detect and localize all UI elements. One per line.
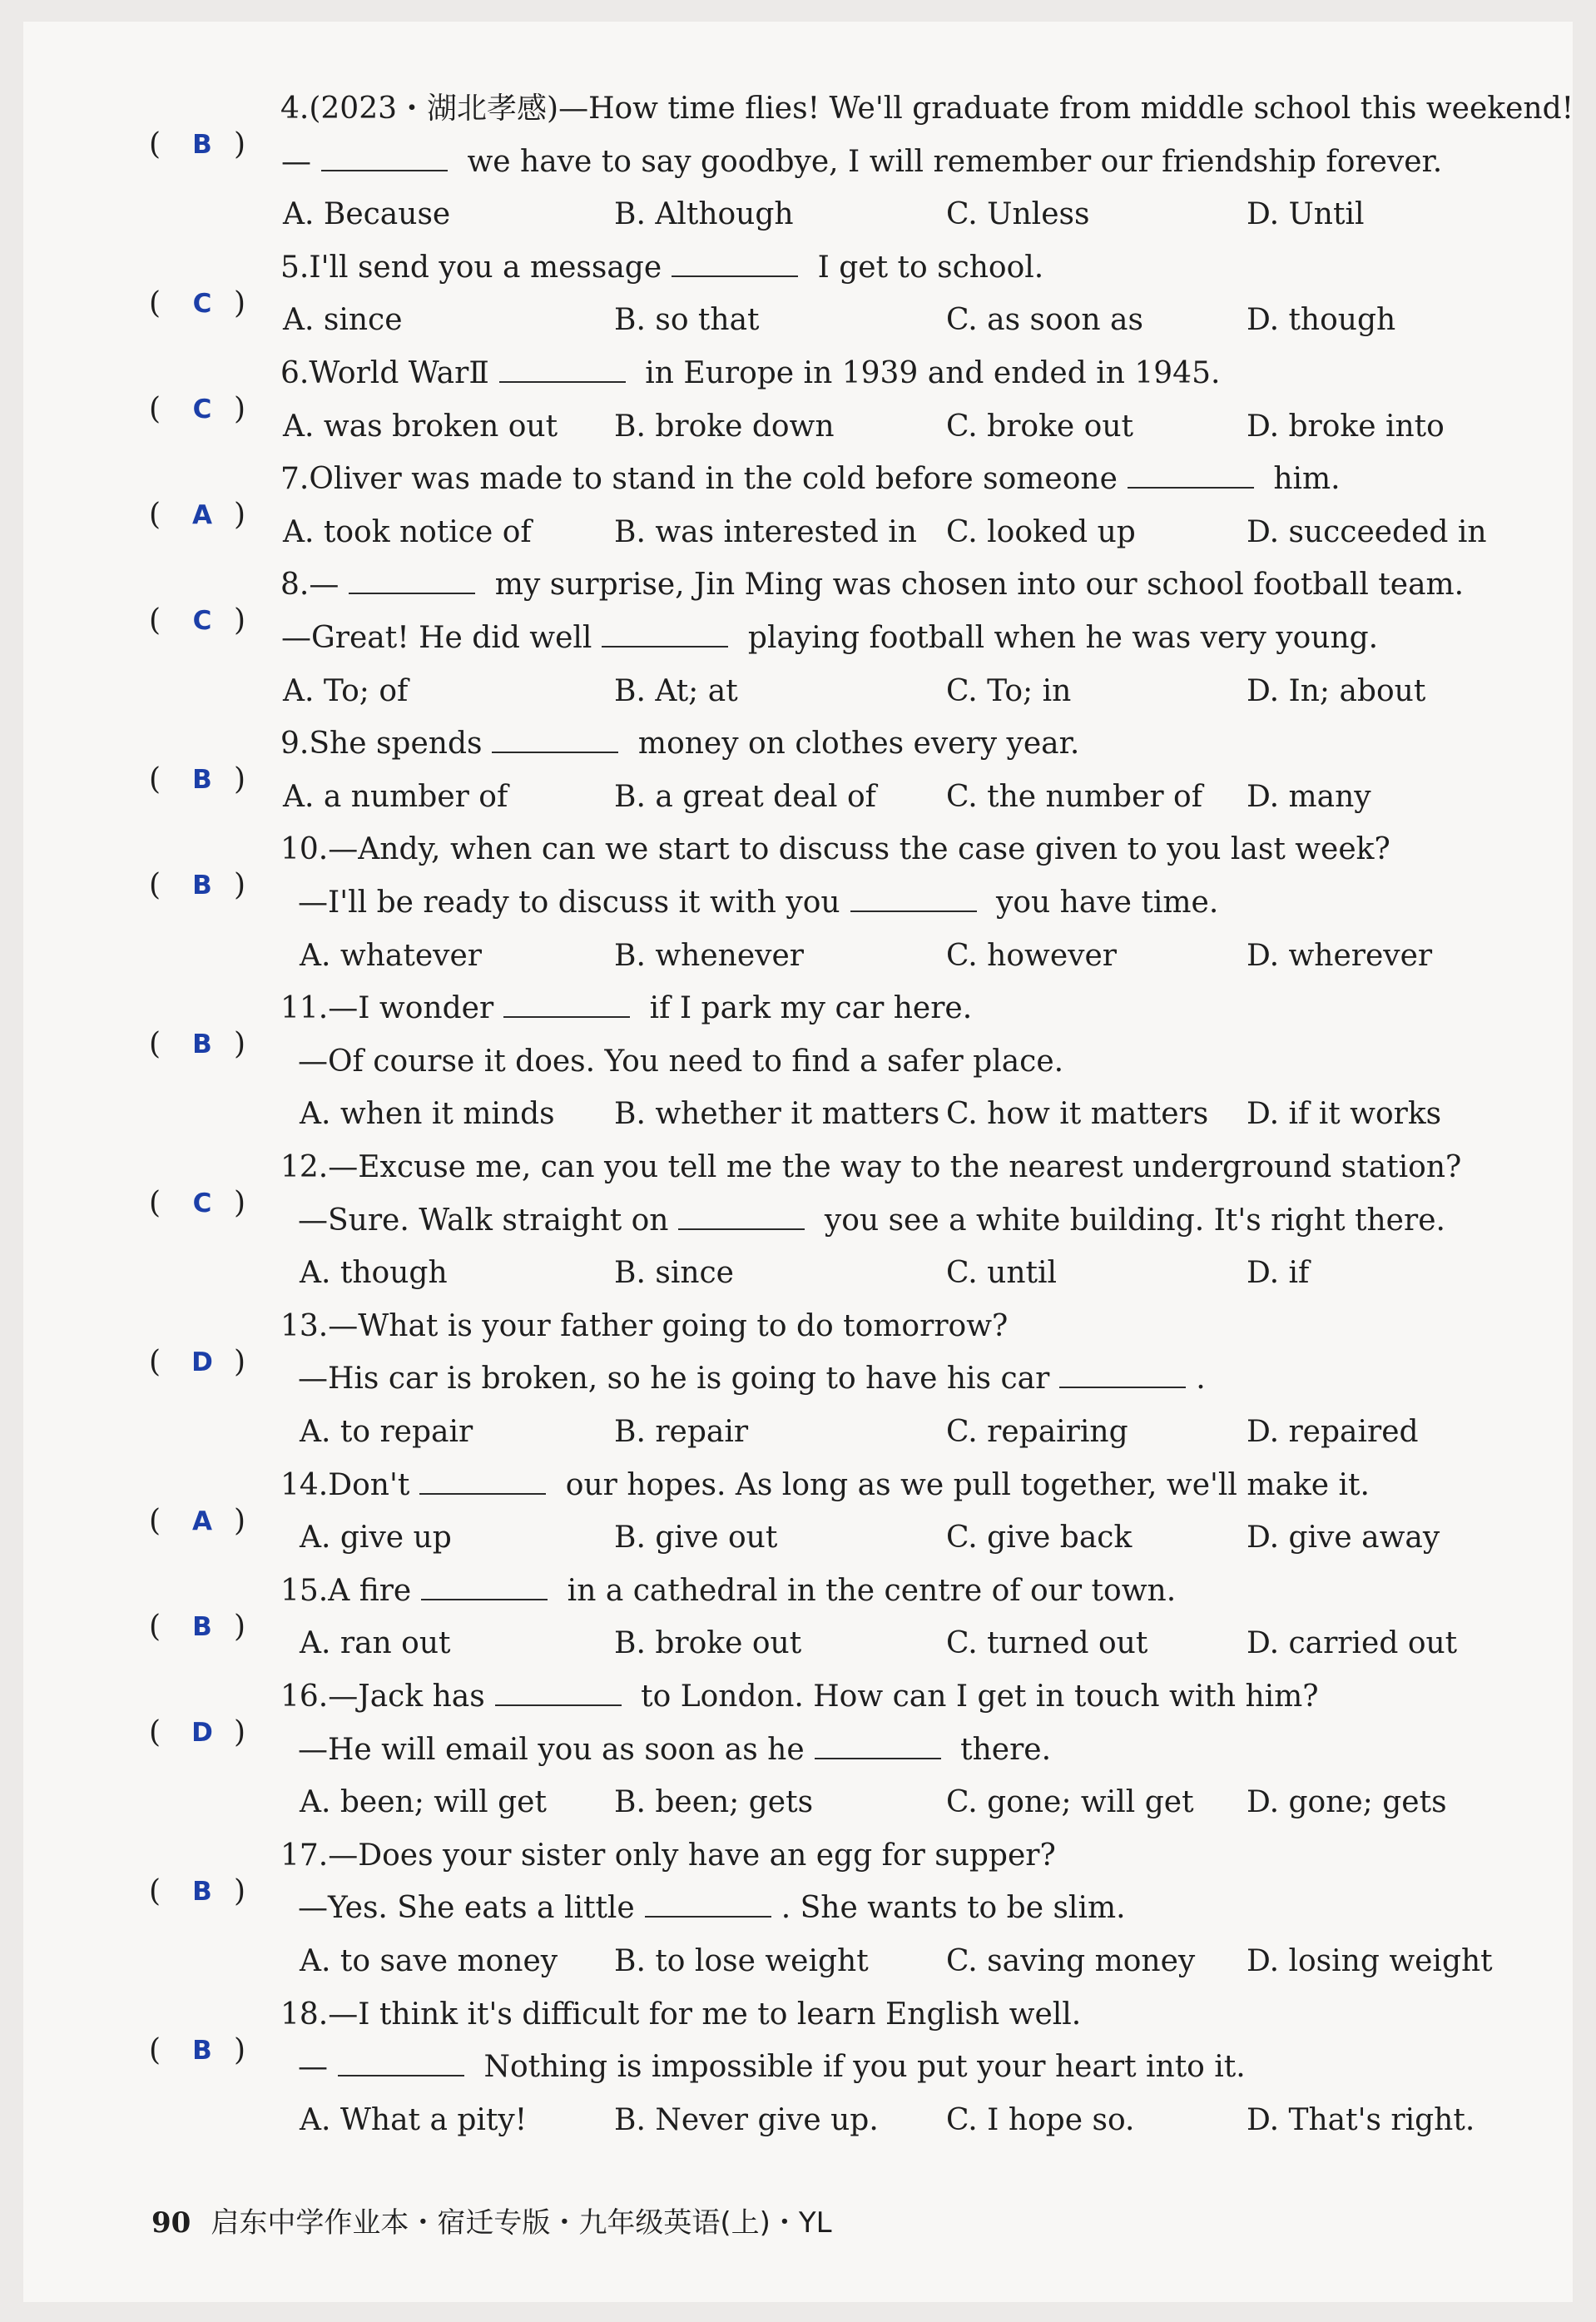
question-text: —He will email you as soon as he xyxy=(298,1732,805,1767)
dialogue-line xyxy=(298,2041,1246,2094)
question-9: ( B ) 9.She spends money on clothes every year. xyxy=(146,717,1079,771)
question-text: —Sure. Walk straight on xyxy=(298,1203,669,1238)
answer-blank xyxy=(602,621,728,647)
question-7: ( A ) 7.Oliver was made to stand in the cold before someone him. xyxy=(146,453,1341,506)
option-a: A. give up xyxy=(300,1521,452,1555)
question-number: 18. xyxy=(280,1997,329,2032)
question-10: ( B ) 10.—Andy, when can we start to discuss the case given to you last week? xyxy=(146,823,1390,876)
question-text-after-blank: in a cathedral in the centre of our town. xyxy=(558,1573,1177,1608)
option-a: A. though xyxy=(300,1256,448,1291)
question-text-after-blank: playing football when he was very young. xyxy=(738,621,1379,655)
question-number: 13. xyxy=(280,1308,329,1343)
option-d: D. though xyxy=(1247,303,1396,338)
option-c: C. turned out xyxy=(946,1626,1148,1661)
option-c: C. looked up xyxy=(946,514,1136,549)
answer-letter: B xyxy=(192,765,212,796)
question-text: She spends xyxy=(309,727,483,762)
answer-letter: A xyxy=(192,500,212,531)
answer-letter: B xyxy=(192,1030,212,1060)
answer-letter: C xyxy=(192,394,212,424)
answer-blank xyxy=(421,1574,548,1600)
answer-letter: C xyxy=(192,606,212,637)
question-text-after-blank: I get to school. xyxy=(808,250,1044,285)
dialogue-line xyxy=(281,612,1378,665)
option-a: A. To; of xyxy=(283,673,409,708)
book-title: 启东中学作业本・宿迁专版・九年级英语(上)・YL xyxy=(211,2206,832,2240)
option-b: B. give out xyxy=(614,1521,778,1555)
answer-blank xyxy=(815,1733,941,1759)
option-d: D. Until xyxy=(1247,197,1365,232)
question-number: 5. xyxy=(280,250,310,285)
option-c: C. I hope so. xyxy=(946,2102,1135,2137)
option-a: A. took notice of xyxy=(283,514,532,549)
option-b: B. Although xyxy=(614,197,794,232)
question-number: 8. xyxy=(280,568,310,603)
option-c: C. how it matters xyxy=(946,1097,1209,1132)
question-text: —Of course it does. You need to find a safer place. xyxy=(298,1044,1064,1079)
question-17: ( B ) 17.—Does your sister only have an egg for supper? xyxy=(146,1829,1056,1883)
question-text: Don't xyxy=(328,1467,410,1502)
option-b: B. Never give up. xyxy=(614,2102,879,2137)
answer-blank xyxy=(678,1203,805,1230)
option-a: A. since xyxy=(283,303,403,338)
option-c: C. as soon as xyxy=(946,303,1143,338)
question-text-after-blank: our hopes. As long as we pull together, we'll make it. xyxy=(556,1467,1370,1502)
question-text: A fire xyxy=(328,1573,412,1608)
option-a: A. whatever xyxy=(300,938,482,973)
answer-letter: B xyxy=(192,1876,212,1907)
option-a: A. ran out xyxy=(300,1626,451,1661)
option-c: C. however xyxy=(946,938,1117,973)
answer-letter: D xyxy=(191,1718,213,1748)
question-text-after-blank: you see a white building. It's right there. xyxy=(815,1203,1445,1238)
question-text: —His car is broken, so he is going to have his car xyxy=(298,1362,1050,1397)
option-d: D. many xyxy=(1247,779,1371,814)
question-12: ( C ) 12.—Excuse me, can you tell me the way to the nearest underground station? xyxy=(146,1141,1461,1194)
option-d: D. That's right. xyxy=(1247,2102,1475,2137)
question-text: —I think it's difficult for me to learn English well. xyxy=(328,1997,1082,2032)
option-d: D. gone; gets xyxy=(1247,1785,1447,1820)
answer-blank xyxy=(495,1679,622,1706)
question-text-after-blank: him. xyxy=(1263,462,1341,497)
dialogue-line xyxy=(298,876,1218,930)
dialogue-line xyxy=(298,1724,1051,1777)
answer-blank xyxy=(1128,462,1254,489)
option-b: B. At; at xyxy=(614,673,738,708)
question-18: ( B ) 18.—I think it's difficult for me to learn English well. xyxy=(146,1988,1081,2042)
question-text: — xyxy=(309,568,340,603)
question-text: —What is your father going to do tomorrow? xyxy=(328,1308,1009,1343)
question-text-after-blank: there. xyxy=(950,1732,1052,1767)
question-8: ( C ) 8.— my surprise, Jin Ming was chosen into our school football team. xyxy=(146,558,1464,612)
answer-blank xyxy=(503,991,630,1018)
question-number: 14. xyxy=(280,1467,329,1502)
option-a: A. to repair xyxy=(300,1415,473,1449)
option-b: B. broke out xyxy=(614,1626,802,1661)
answer-blank xyxy=(419,1468,546,1495)
question-16: ( D ) 16.—Jack has to London. How can I get in touch with him? xyxy=(146,1670,1319,1724)
question-text: — xyxy=(298,2050,328,2085)
dialogue-line xyxy=(298,1352,1206,1406)
page-number: 90 xyxy=(151,2206,191,2240)
option-a: A. was broken out xyxy=(283,409,558,444)
question-number: 12. xyxy=(280,1150,329,1184)
option-c: C. until xyxy=(946,1256,1058,1291)
answer-letter: B xyxy=(192,130,212,160)
question-5: ( C ) 5.I'll send you a message I get to school. xyxy=(146,241,1043,295)
option-c: C. broke out xyxy=(946,409,1133,444)
question-text: —Great! He did well xyxy=(281,621,592,655)
option-b: B. been; gets xyxy=(614,1785,814,1820)
question-text: —Excuse me, can you tell me the way to the nearest underground station? xyxy=(328,1150,1462,1184)
option-c: C. Unless xyxy=(946,197,1090,232)
option-a: A. Because xyxy=(283,197,451,232)
question-text-after-blank: . xyxy=(1196,1362,1206,1397)
answer-blank xyxy=(499,356,626,383)
question-number: 15. xyxy=(280,1573,329,1608)
option-d: D. repaired xyxy=(1247,1415,1419,1449)
answer-blank xyxy=(492,727,618,753)
answer-blank xyxy=(1059,1362,1186,1388)
question-text: (2023・湖北孝感)—How time flies! We'll graduate from middle school this weekend! xyxy=(309,92,1574,126)
option-b: B. a great deal of xyxy=(614,779,876,814)
option-d: D. broke into xyxy=(1247,409,1445,444)
question-text: Oliver was made to stand in the cold before someone xyxy=(309,462,1118,497)
question-number: 10. xyxy=(280,832,329,867)
option-a: A. a number of xyxy=(283,779,508,814)
option-b: B. whenever xyxy=(614,938,804,973)
dialogue-line xyxy=(298,1035,1063,1089)
question-number: 9. xyxy=(280,727,310,762)
answer-letter: A xyxy=(192,1506,212,1536)
question-number: 7. xyxy=(280,462,310,497)
option-c: C. saving money xyxy=(946,1944,1196,1978)
option-b: B. was interested in xyxy=(614,514,917,549)
answer-blank xyxy=(321,145,448,171)
answer-blank xyxy=(850,886,977,912)
question-text: —Does your sister only have an egg for supper? xyxy=(328,1838,1056,1873)
question-text-after-blank: . She wants to be slim. xyxy=(781,1891,1126,1926)
answer-letter: C xyxy=(192,288,212,319)
answer-letter: D xyxy=(191,1347,213,1377)
option-c: C. give back xyxy=(946,1521,1133,1555)
option-d: D. give away xyxy=(1247,1521,1440,1555)
option-c: C. To; in xyxy=(946,673,1072,708)
option-a: A. been; will get xyxy=(300,1785,547,1820)
page-footer xyxy=(151,2198,832,2248)
option-a: A. to save money xyxy=(300,1944,558,1978)
option-a: A. What a pity! xyxy=(300,2102,528,2137)
question-text: I'll send you a message xyxy=(309,250,662,285)
answer-letter: C xyxy=(192,1188,212,1218)
question-13: ( D ) 13.—What is your father going to do tomorrow? xyxy=(146,1300,1008,1353)
dialogue-line xyxy=(281,136,1442,189)
question-text-after-blank: in Europe in 1939 and ended in 1945. xyxy=(635,356,1221,390)
answer-letter: B xyxy=(192,1611,212,1642)
question-text: —Andy, when can we start to discuss the case given to you last week? xyxy=(328,832,1390,867)
question-11: ( B ) 11.—I wonder if I park my car here. xyxy=(146,982,972,1035)
answer-letter: B xyxy=(192,2035,212,2066)
question-text: —I wonder xyxy=(328,991,494,1026)
question-number: 4. xyxy=(280,92,310,126)
question-number: 17. xyxy=(280,1838,329,1873)
question-text-after-blank: if I park my car here. xyxy=(640,991,973,1026)
answer-blank xyxy=(672,251,798,277)
option-b: B. whether it matters xyxy=(614,1097,940,1132)
option-b: B. so that xyxy=(614,303,760,338)
question-text: —Yes. She eats a little xyxy=(298,1891,635,1926)
option-c: C. the number of xyxy=(946,779,1203,814)
option-b: B. since xyxy=(614,1256,734,1291)
option-d: D. if it works xyxy=(1247,1097,1442,1132)
question-text-after-blank: we have to say goodbye, I will remember our friendship forever. xyxy=(458,144,1443,179)
answer-blank xyxy=(338,2050,464,2076)
question-text: —I'll be ready to discuss it with you xyxy=(298,886,840,920)
question-text: World WarⅡ xyxy=(309,356,489,390)
question-number: 6. xyxy=(280,356,310,390)
question-text-after-blank: to London. How can I get in touch with him? xyxy=(631,1679,1319,1714)
answer-blank xyxy=(645,1891,771,1918)
option-c: C. gone; will get xyxy=(946,1785,1194,1820)
question-text-after-blank: Nothing is impossible if you put your heart into it. xyxy=(474,2050,1246,2085)
option-d: D. succeeded in xyxy=(1247,514,1487,549)
option-d: D. losing weight xyxy=(1247,1944,1493,1978)
question-14: ( A ) 14.Don't our hopes. As long as we pull together, we'll make it. xyxy=(146,1459,1370,1512)
option-d: D. wherever xyxy=(1247,938,1433,973)
answer-letter: B xyxy=(192,871,212,901)
option-b: B. broke down xyxy=(614,409,835,444)
dialogue-line xyxy=(298,1194,1445,1248)
option-c: C. repairing xyxy=(946,1415,1128,1449)
option-d: D. if xyxy=(1247,1256,1310,1291)
question-15: ( B ) 15.A fire in a cathedral in the centre of our town. xyxy=(146,1565,1176,1618)
option-a: A. when it minds xyxy=(300,1097,555,1132)
question-text-after-blank: my surprise, Jin Ming was chosen into our school football team. xyxy=(485,568,1465,603)
question-text-after-blank: money on clothes every year. xyxy=(628,727,1080,762)
dialogue-line xyxy=(298,1882,1126,1935)
question-text: — xyxy=(281,144,311,179)
option-b: B. repair xyxy=(614,1415,749,1449)
question-text-after-blank: you have time. xyxy=(986,886,1219,920)
answer-blank xyxy=(349,568,475,594)
question-6: ( C ) 6.World WarⅡ in Europe in 1939 and ended in 1945. xyxy=(146,347,1220,400)
question-number: 16. xyxy=(280,1679,329,1714)
option-d: D. carried out xyxy=(1247,1626,1458,1661)
option-d: D. In; about xyxy=(1247,673,1426,708)
question-4: ( B ) 4.(2023・湖北孝感)—How time flies! We'll graduate from middle school this weekend! xyxy=(146,82,1574,136)
question-number: 11. xyxy=(280,991,329,1026)
option-b: B. to lose weight xyxy=(614,1944,869,1978)
question-text: —Jack has xyxy=(328,1679,485,1714)
